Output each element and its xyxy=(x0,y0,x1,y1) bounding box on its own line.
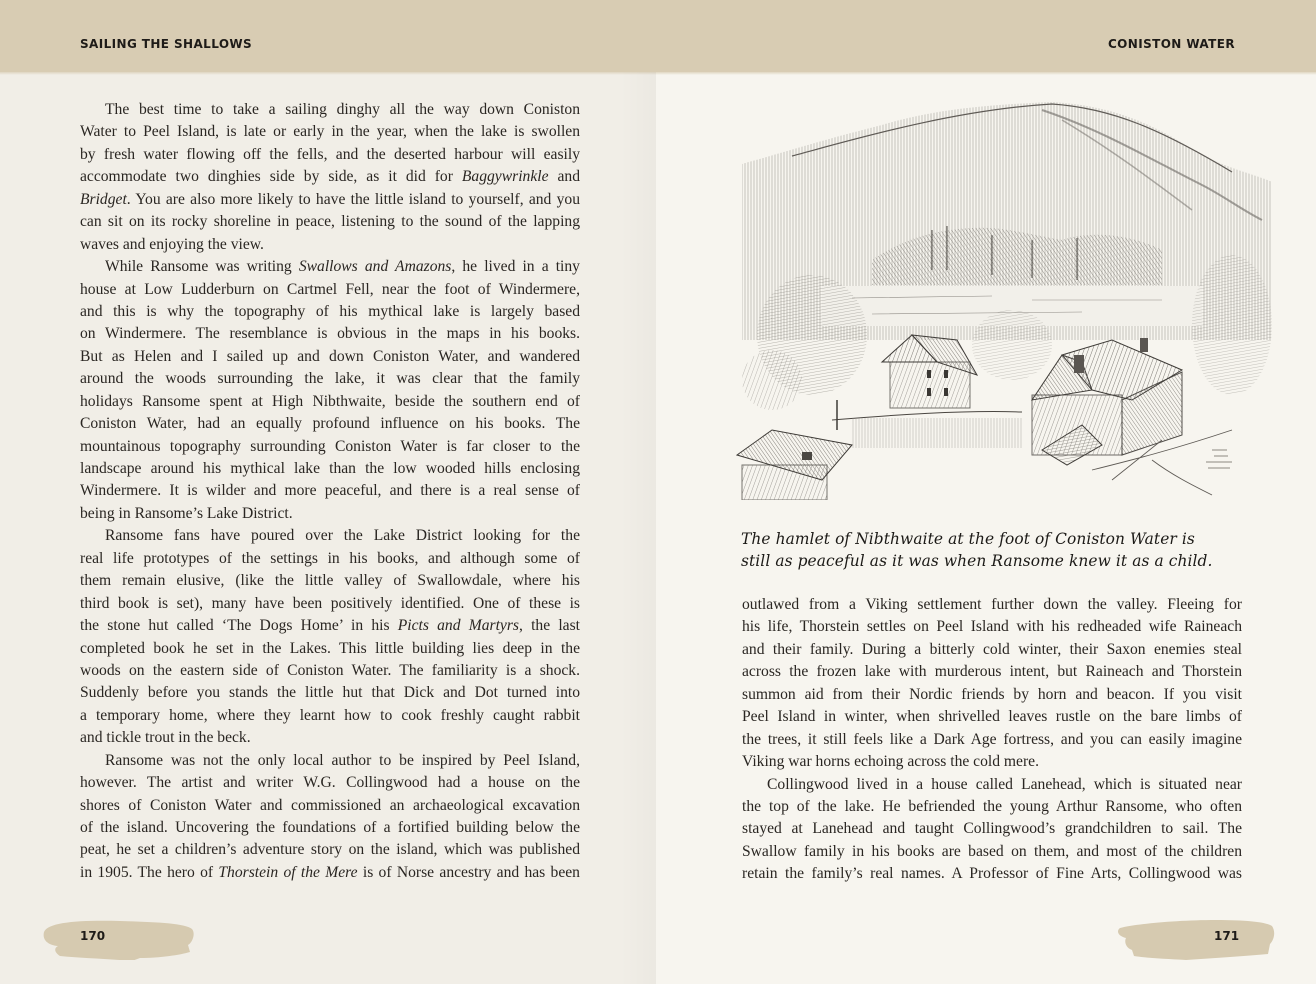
text-run: his life, Thorstein settles on Peel Island with his redheaded wife Raineach xyxy=(742,618,1242,636)
tree xyxy=(1192,255,1272,395)
text-run: and tickle trout in the beck. xyxy=(80,729,251,747)
folio-left xyxy=(40,918,200,960)
text-run: and xyxy=(548,168,580,186)
text-run: real life prototypes of the settings in his books, and although some of xyxy=(80,549,580,567)
text-run: third book is set), many have been positively identified. One of these is xyxy=(80,594,580,612)
text-run: woods on the eastern side of Coniston Water. The familiarity is a shock. xyxy=(80,661,580,679)
text-line xyxy=(80,99,580,121)
artist-signature xyxy=(1206,450,1232,468)
body-text-right xyxy=(742,594,1242,886)
brush-wash-icon xyxy=(1116,918,1276,960)
running-head-left: SAILING THE SHALLOWS xyxy=(80,37,253,51)
text-run: around the woods surrounding the lake, it was clear that the family xyxy=(80,370,580,388)
page-number-left: 170 xyxy=(80,929,106,943)
text-run: waves and enjoying the view. xyxy=(80,235,264,253)
left-page xyxy=(0,0,656,984)
text-line xyxy=(80,570,580,592)
text-line xyxy=(80,391,580,413)
text-line xyxy=(80,525,580,547)
text-line xyxy=(80,413,580,435)
text-run: Swallow family in his books are based on them, and most of the children xyxy=(742,842,1242,860)
text-line xyxy=(742,796,1242,818)
text-line xyxy=(80,638,580,660)
italic-title: Swallows and Amazons xyxy=(298,258,452,276)
text-line xyxy=(80,750,580,772)
text-line xyxy=(80,121,580,143)
text-run: Coniston Water, had an equally profound influence on his books. The xyxy=(80,415,580,433)
text-line xyxy=(80,436,580,458)
text-line xyxy=(80,503,580,525)
text-line xyxy=(742,751,1242,773)
text-line xyxy=(742,661,1242,683)
italic-title: Bridget xyxy=(80,190,127,208)
text-run: and their family. During a bitterly cold winter, their Saxon enemies steal xyxy=(742,640,1242,658)
text-run: being in Ransome’s Lake District. xyxy=(80,504,293,522)
text-run: stayed at Lanehead and taught Collingwood’s grandchildren to sail. The xyxy=(742,820,1242,838)
text-line xyxy=(80,480,580,502)
text-run: accommodate two dinghies side by side, as it did for xyxy=(80,168,462,186)
text-run: But as Helen and I sailed up and down Coniston Water, and wandered xyxy=(80,347,580,365)
text-line xyxy=(742,863,1242,885)
text-run: shores of Coniston Water and commissioned an archaeological excavation xyxy=(80,796,580,814)
text-line xyxy=(80,166,580,188)
text-line xyxy=(742,594,1242,616)
text-line xyxy=(80,705,580,727)
text-line xyxy=(80,772,580,794)
text-line xyxy=(80,323,580,345)
body-text-left xyxy=(80,99,580,884)
text-line xyxy=(742,729,1242,751)
text-line xyxy=(742,774,1242,796)
text-run: house at Low Ludderburn on Cartmel Fell, near the foot of Windermere, xyxy=(80,280,580,298)
text-line xyxy=(80,795,580,817)
text-run: completed book he set in the Lakes. This little building lies deep in the xyxy=(80,639,580,657)
text-run: Collingwood lived in a house called Lanehead, which is situated near xyxy=(767,775,1242,793)
text-line xyxy=(742,818,1242,840)
text-line xyxy=(80,458,580,480)
text-run: however. The artist and writer W.G. Collingwood had a house on the xyxy=(80,774,580,792)
caption-line: still as peaceful as it was when Ransome knew it as a child. xyxy=(741,552,1213,570)
text-line xyxy=(742,706,1242,728)
text-line xyxy=(742,616,1242,638)
right-page xyxy=(656,0,1316,984)
text-line xyxy=(80,682,580,704)
text-run: in 1905. The hero of xyxy=(80,863,219,881)
text-run: While Ransome was writing xyxy=(105,258,299,276)
text-run: outlawed from a Viking settlement further down the valley. Fleeing for xyxy=(742,596,1242,613)
house-right xyxy=(1032,338,1182,465)
text-run: . You are also more likely to have the little island to yourself, and you xyxy=(126,190,580,208)
text-line xyxy=(742,639,1242,661)
text-run: a temporary home, where they learnt how to cook freshly caught rabbit xyxy=(80,706,580,724)
house-middle xyxy=(882,335,977,408)
text-line xyxy=(80,368,580,390)
text-run: them remain elusive, (like the little valley of Swallowdale, where his xyxy=(80,572,580,590)
text-line xyxy=(80,301,580,323)
header-band xyxy=(0,0,656,72)
text-line xyxy=(742,841,1242,863)
text-line xyxy=(80,189,580,211)
text-run: of the island. Uncovering the foundations of a fortified building below the xyxy=(80,819,580,836)
text-run: across the frozen lake with murderous intent, but Raineach and Thorstein xyxy=(742,663,1242,681)
italic-title: Baggywrinkle xyxy=(461,168,549,186)
text-run: retain the family’s real names. A Professor of Fine Arts, Collingwood was xyxy=(742,865,1242,883)
text-run: , he lived in a tiny xyxy=(451,258,580,276)
text-run: summon aid from their Nordic friends by horn and beacon. If you visit xyxy=(742,685,1242,703)
text-run: peat, he set a children’s adventure story on the island, which was published xyxy=(80,841,580,859)
italic-title: Picts and Martyrs xyxy=(397,617,519,635)
text-run: Peel Island in winter, when shrivelled leaves rustle on the bare limbs of xyxy=(742,708,1242,726)
text-run: the top of the lake. He befriended the young Arthur Ransome, who often xyxy=(742,797,1242,815)
text-run: the stone hut called ‘The Dogs Home’ in his xyxy=(80,617,398,635)
text-run: is of Norse ancestry and has been xyxy=(357,863,580,881)
text-run: Ransome fans have poured over the Lake District looking for the xyxy=(105,527,580,545)
page-number-right: 171 xyxy=(1214,929,1240,943)
header-band xyxy=(656,0,1316,72)
text-line xyxy=(80,279,580,301)
brush-wash-icon xyxy=(40,918,200,960)
text-run: Viking war horns echoing across the cold mere. xyxy=(742,753,1039,771)
folio-right xyxy=(1116,918,1276,960)
figure-caption xyxy=(741,528,1261,572)
text-run: the trees, it still feels like a Dark Age fortress, and you can easily imagine xyxy=(742,730,1242,748)
text-line xyxy=(80,346,580,368)
text-line xyxy=(80,817,580,839)
text-line xyxy=(80,234,580,256)
text-run: can sit on its rocky shoreline in peace, listening to the sound of the lapping xyxy=(80,213,580,231)
text-line xyxy=(80,839,580,861)
text-line xyxy=(80,593,580,615)
text-line xyxy=(742,684,1242,706)
gutter-shade xyxy=(620,72,656,984)
pencil-sketch-illustration xyxy=(732,100,1274,500)
text-run: Suddenly before you stands the little hut that Dick and Dot turned into xyxy=(80,684,580,702)
caption-line: The hamlet of Nibthwaite at the foot of Coniston Water is xyxy=(741,530,1195,548)
figure-nibthwaite-sketch xyxy=(732,100,1274,500)
italic-title: Thorstein of the Mere xyxy=(218,863,358,881)
house-lower-left xyxy=(737,430,852,500)
text-line xyxy=(80,862,580,884)
text-run: on Windermere. The resemblance is obvious in the maps in his books. xyxy=(80,325,580,343)
text-run: Ransome was not the only local author to be inspired by Peel Island, xyxy=(105,751,580,769)
text-run: landscape around his mythical lake than the low wooded hills enclosing xyxy=(80,460,580,477)
text-line xyxy=(80,660,580,682)
text-line xyxy=(80,211,580,233)
running-head-right: CONISTON WATER xyxy=(1107,37,1235,51)
text-line xyxy=(80,144,580,166)
text-run: Windermere. It is wilder and more peaceful, and there is a real sense of xyxy=(80,482,580,500)
text-line xyxy=(80,256,580,278)
text-line xyxy=(80,615,580,637)
text-run: The best time to take a sailing dinghy all the way down Coniston xyxy=(105,101,580,118)
text-run: holidays Ransome spent at High Nibthwaite, beside the southern end of xyxy=(80,392,580,410)
text-run: by fresh water flowing off the fells, and the deserted harbour will easily xyxy=(80,145,580,163)
text-run: mountainous topography surrounding Coniston Water is far closer to the xyxy=(80,437,580,455)
text-line xyxy=(80,548,580,570)
text-run: and this is why the topography of his mythical lake is largely based xyxy=(80,302,580,320)
text-run: Water to Peel Island, is late or early in the year, when the lake is swollen xyxy=(80,123,580,141)
text-line xyxy=(80,727,580,749)
text-run: , the last xyxy=(518,617,580,635)
